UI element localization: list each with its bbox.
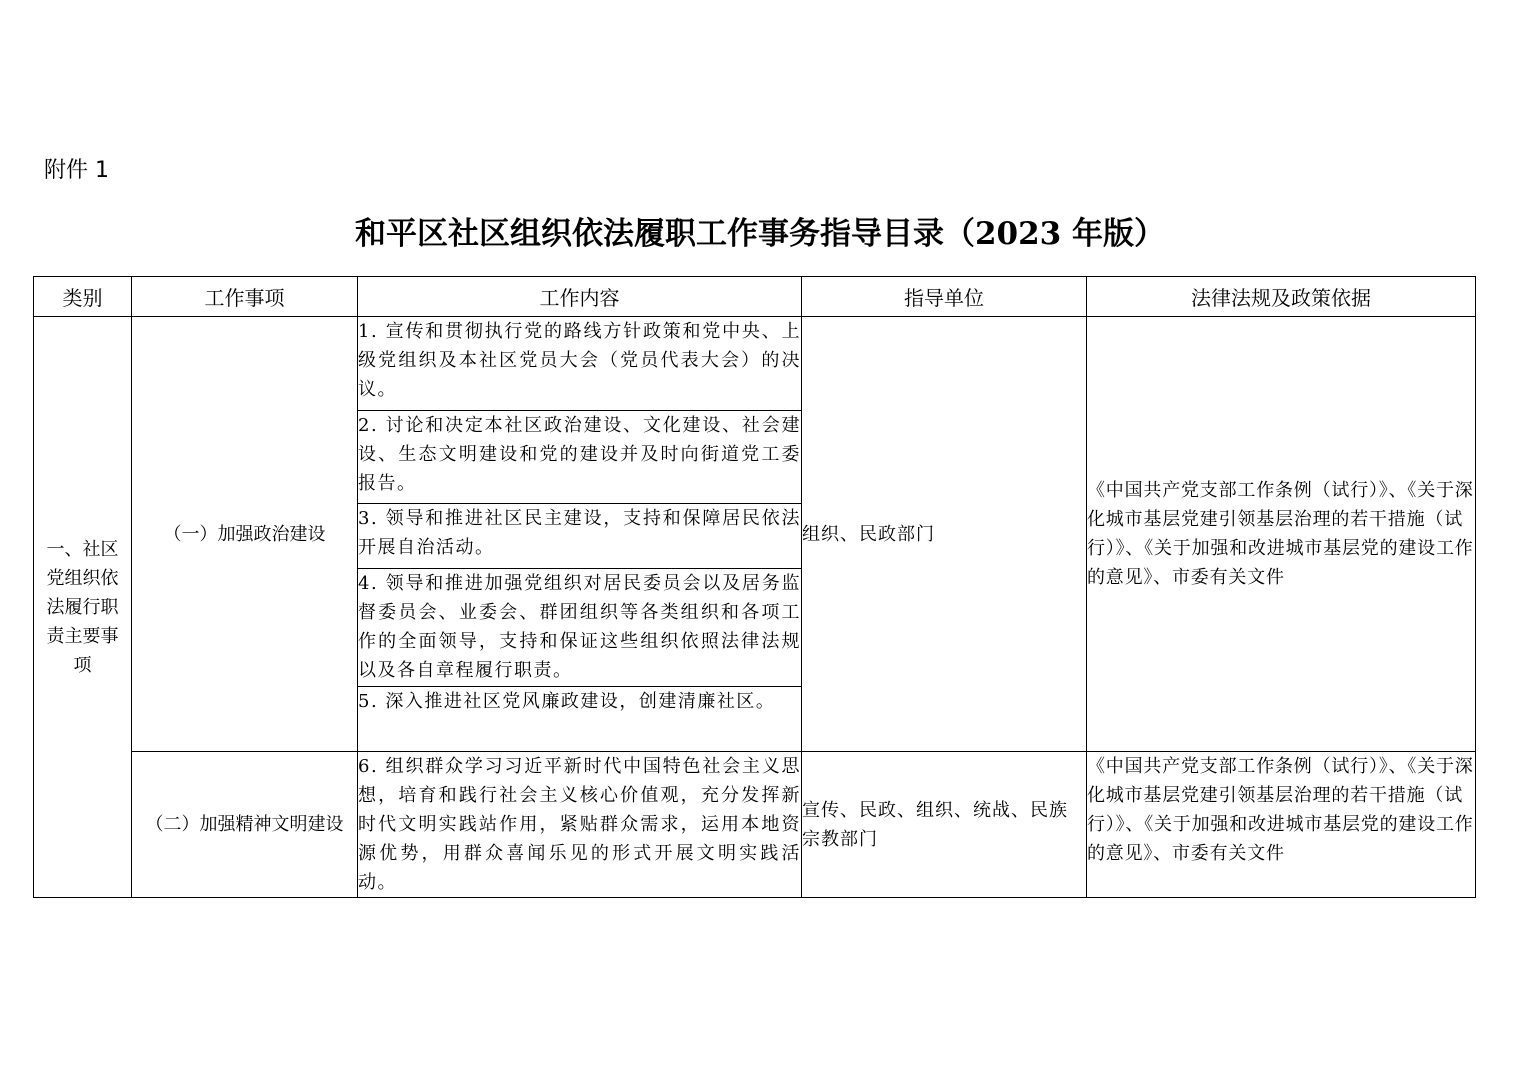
header-work-content: 工作内容 (358, 277, 802, 317)
document-title: 和平区社区组织依法履职工作事务指导目录（2023 年版） (354, 216, 1166, 252)
work-item-cell: （一）加强政治建设 (132, 317, 358, 752)
work-content-cell: 4. 领导和推进加强党组织对居民委员会以及居务监督委员会、业委会、群团组织等各类组织和各项工作的全面领导，支持和保证这些组织依照法律法规以及各自章程履行职责。 (358, 569, 802, 687)
legal-basis-cell: 《中国共产党支部工作条例（试行）》、《关于深化城市基层党建引领基层治理的若干措施（试行）》、《关于加强和改进城市基层党的建设工作的意见》、市委有关文件 (1087, 317, 1476, 752)
work-content-cell: 5. 深入推进社区党风廉政建设，创建清廉社区。 (358, 687, 802, 752)
table-row (34, 752, 1476, 898)
work-content-cell: 2. 讨论和决定本社区政治建设、文化建设、社会建设、生态文明建设和党的建设并及时向街道党工委报告。 (358, 411, 802, 504)
attachment-label: 附件 1 (44, 158, 109, 183)
header-guidance-unit: 指导单位 (802, 277, 1087, 317)
table-header-row (34, 277, 1476, 317)
work-content-cell: 1. 宣传和贯彻执行党的路线方针政策和党中央、上级党组织及本社区党员大会（党员代表大会）的决议。 (358, 317, 802, 411)
work-item-cell: （二）加强精神文明建设 (132, 752, 358, 898)
table-row (34, 317, 1476, 411)
work-content-cell: 6. 组织群众学习习近平新时代中国特色社会主义思想，培育和践行社会主义核心价值观，充分发挥新时代文明实践站作用，紧贴群众需求，运用本地资源优势，用群众喜闻乐见的形式开展文明实践活动。 (358, 752, 802, 898)
category-cell (34, 317, 132, 898)
header-legal-basis: 法律法规及政策依据 (1087, 277, 1476, 317)
guidance-unit-cell: 组织、民政部门 (802, 317, 1087, 752)
header-work-item: 工作事项 (132, 277, 358, 317)
header-category: 类别 (34, 277, 132, 317)
legal-basis-cell: 《中国共产党支部工作条例（试行）》、《关于深化城市基层党建引领基层治理的若干措施（试行）》、《关于加强和改进城市基层党的建设工作的意见》、市委有关文件 (1087, 752, 1476, 898)
category-text: 一、社区党组织依法履行职责主要事项 (46, 538, 119, 676)
work-content-cell: 3. 领导和推进社区民主建设，支持和保障居民依法开展自治活动。 (358, 504, 802, 569)
guidance-unit-cell: 宣传、民政、组织、统战、民族宗教部门 (802, 752, 1087, 898)
guidance-catalog-table (33, 276, 1476, 898)
